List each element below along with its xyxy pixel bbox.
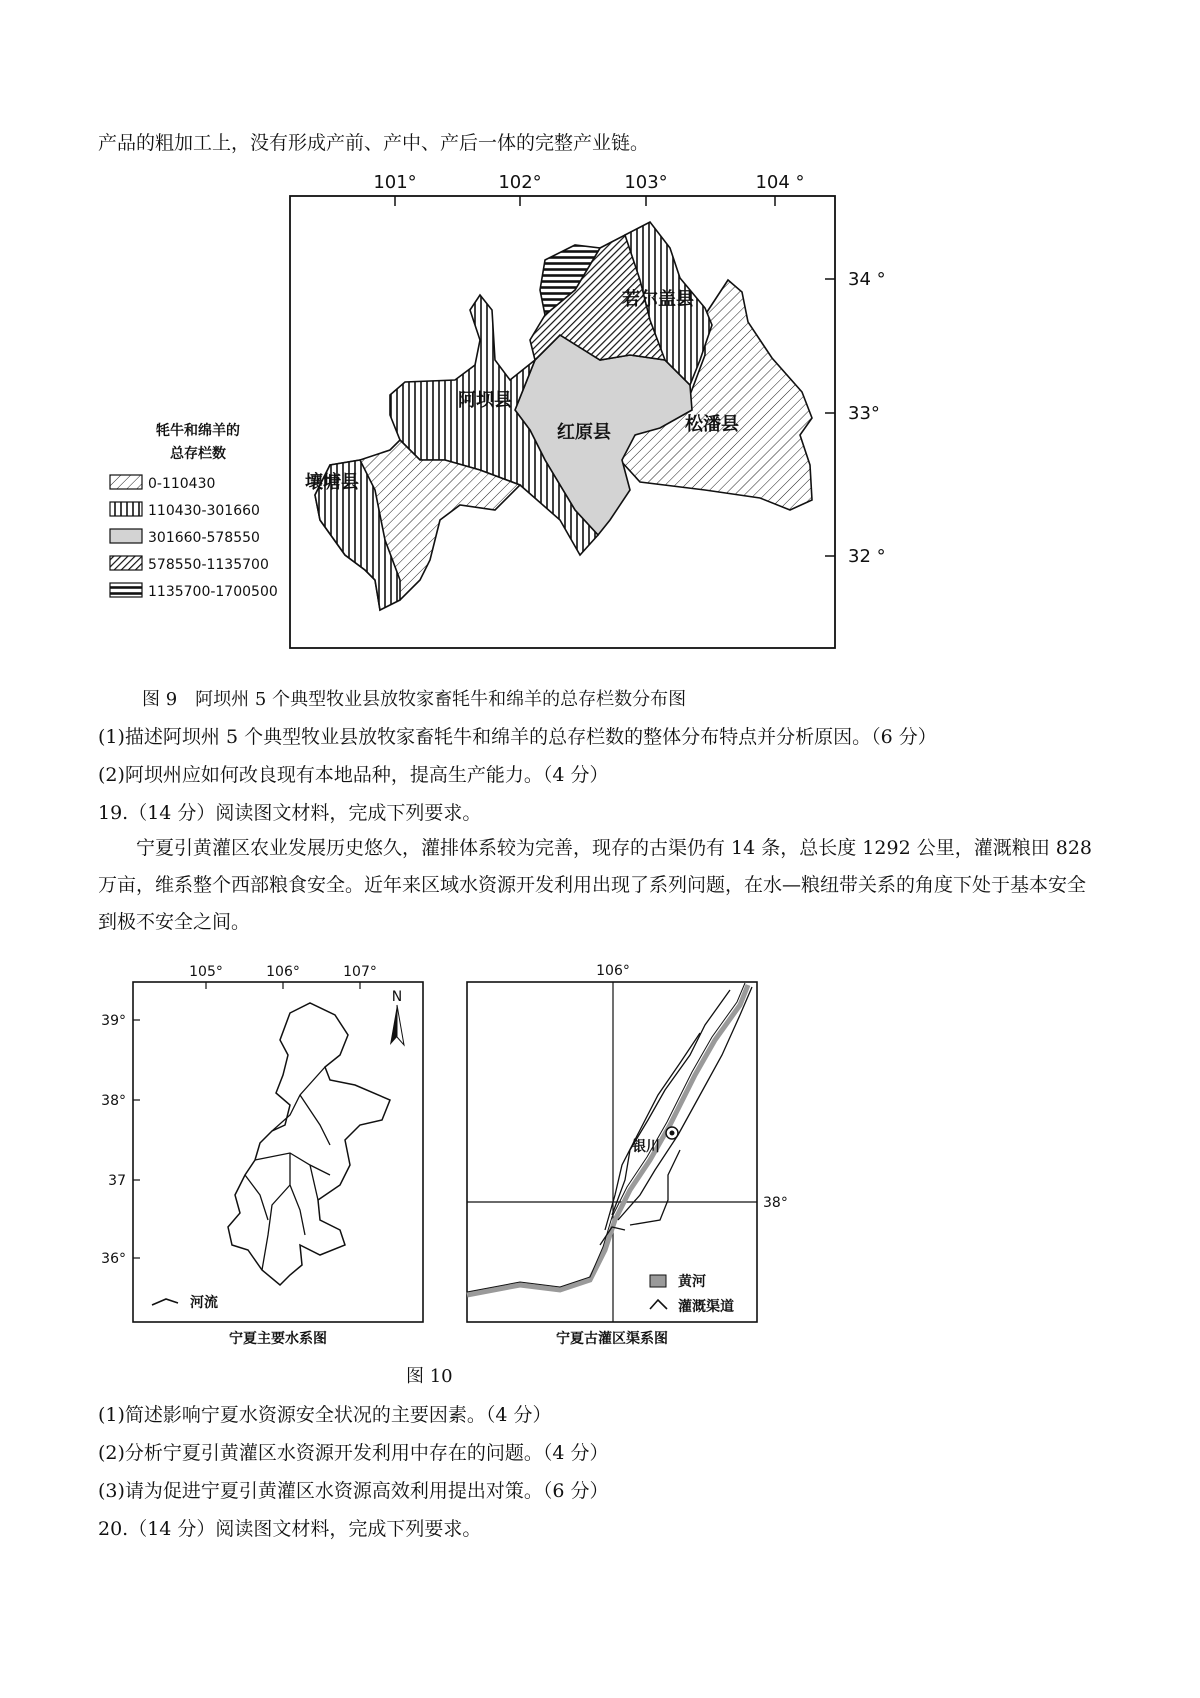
legend-swatch-3 [110, 529, 142, 543]
q19-part2: (2)分析宁夏引黄灌区水资源开发利用中存在的问题。（4 分） [98, 1442, 609, 1464]
figure-10-maps [0, 945, 1200, 1355]
left-lon-107: 107° [343, 964, 377, 980]
left-lat-37: 37 [108, 1173, 126, 1189]
legend-item-2: 110430-301660 [148, 503, 260, 519]
yellow-river-legend-label: 黄河 [678, 1274, 706, 1290]
lon-label-102: 102° [498, 172, 542, 193]
lon-label-103: 103° [624, 172, 668, 193]
ningxia-canal-map [467, 963, 788, 1347]
north-label: N [391, 989, 403, 1005]
right-map-title: 宁夏古灌区渠系图 [556, 1331, 668, 1347]
left-lon-105: 105° [189, 964, 223, 980]
figure-10-caption: 图 10 [406, 1366, 453, 1387]
lat-label-34: 34 ° [848, 269, 886, 290]
left-lat-36: 36° [101, 1251, 126, 1267]
q18-part1: (1)描述阿坝州 5 个典型牧业县放牧家畜牦牛和绵羊的总存栏数的整体分布特点并分析原因。（6 分） [98, 726, 937, 748]
longitude-ticks [395, 196, 775, 206]
canal-legend-label: 灌溉渠道 [678, 1299, 734, 1315]
fig9-legend [110, 422, 278, 600]
q19-heading: 19.（14 分）阅读图文材料，完成下列要求。 [98, 802, 482, 824]
left-lat-39: 39° [101, 1013, 126, 1029]
legend-title-line1: 牦牛和绵羊的 [156, 423, 240, 439]
legend-item-5: 1135700-1700500 [148, 584, 278, 600]
label-aba: 阿坝县 [458, 390, 512, 411]
lon-label-101: 101° [373, 172, 417, 193]
intro-line: 产品的粗加工上，没有形成产前、产中、产后一体的完整产业链。 [98, 132, 650, 154]
label-songpan: 松潘县 [685, 414, 739, 435]
label-rangtang: 壤塘县 [305, 472, 359, 493]
left-lat-38: 38° [101, 1093, 126, 1109]
legend-item-1: 0-110430 [148, 476, 216, 492]
yellow-river-legend-swatch [650, 1275, 666, 1287]
yinchuan-label: 银川 [632, 1139, 660, 1155]
right-lon-106: 106° [596, 963, 630, 979]
q19-paragraph: 宁夏引黄灌区农业发展历史悠久，灌排体系较为完善，现存的古渠仍有 14 条，总长度 1292 公里，灌溉粮田 828 万亩，维系整个西部粮食安全。近年来区域水资源开发利用出现了系列问题，在水—粮纽带关系的角度下处于基本安全到极不安全之间。 [98, 837, 1092, 933]
right-map-frame [467, 982, 757, 1322]
q19-part1: (1)简述影响宁夏水资源安全状况的主要因素。（4 分） [98, 1404, 552, 1426]
lat-label-32: 32 ° [848, 546, 886, 567]
legend-item-4: 578550-1135700 [148, 557, 269, 573]
legend-swatch-1 [110, 475, 142, 489]
yinchuan-dot [670, 1131, 675, 1136]
label-hongyuan: 红原县 [557, 422, 611, 443]
right-lat-38: 38° [763, 1195, 788, 1211]
legend-title-line2: 总存栏数 [170, 446, 226, 462]
left-map-title: 宁夏主要水系图 [229, 1331, 327, 1347]
left-lon-106: 106° [266, 964, 300, 980]
lon-label-104: 104 ° [755, 172, 805, 193]
legend-swatch-4 [110, 556, 142, 570]
q18-part2: (2)阿坝州应如何改良现有本地品种，提高生产能力。（4 分） [98, 764, 609, 786]
label-zoige: 若尔盖县 [622, 289, 694, 310]
latitude-ticks [825, 279, 835, 556]
river-legend-label: 河流 [190, 1295, 218, 1311]
legend-item-3: 301660-578550 [148, 530, 260, 546]
ningxia-water-system-map [101, 964, 423, 1347]
figure-9-caption: 图 9 阿坝州 5 个典型牧业县放牧家畜牦牛和绵羊的总存栏数分布图 [142, 689, 687, 710]
legend-swatch-2 [110, 502, 142, 516]
legend-swatch-5 [110, 583, 142, 597]
lat-label-33: 33° [848, 403, 880, 424]
q19-part3: (3)请为促进宁夏引黄灌区水资源高效利用提出对策。（6 分） [98, 1480, 609, 1502]
q20-heading: 20.（14 分）阅读图文材料，完成下列要求。 [98, 1518, 482, 1540]
